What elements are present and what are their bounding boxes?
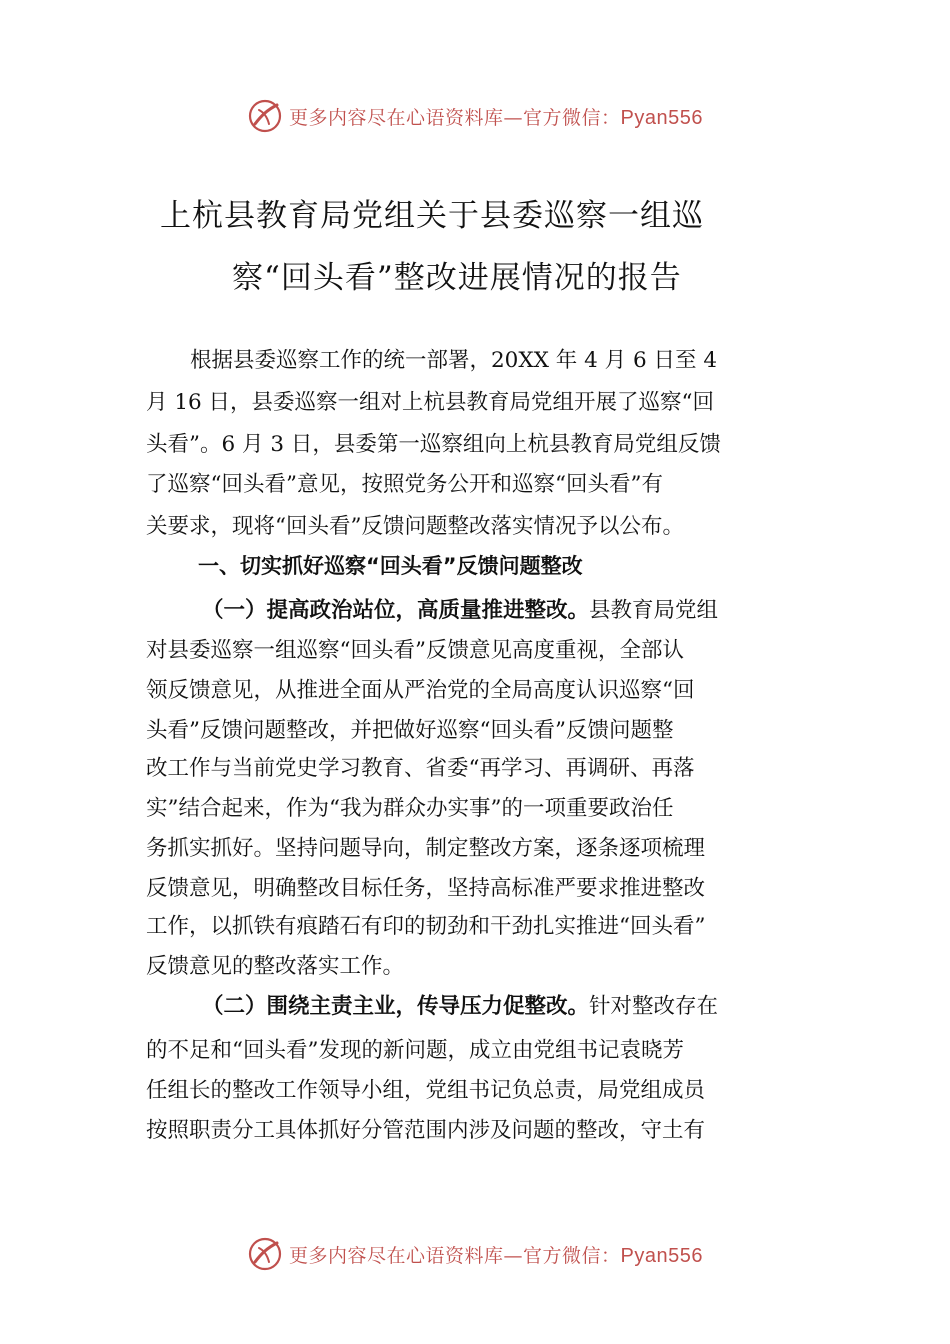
subsection-line (202, 591, 718, 631)
paragraph-line: 反馈意见，明确整改目标任务，坚持高标准严要求推进整改 (146, 876, 706, 901)
paragraph-line: 按照职责分工具体抓好分管范围内涉及问题的整改，守土有 (146, 1118, 706, 1143)
paragraph-line: 根据县委巡察工作的统一部署，20XX 年 4 月 6 日至 4 (190, 348, 718, 373)
watermark-text: 更多内容尽在心语资料库—官方微信：Pyan556 (289, 106, 703, 129)
section-heading: 一、切实抓好巡察“回头看”反馈问题整改 (198, 554, 583, 578)
paragraph-line: 头看”反馈问题整改，并把做好巡察“回头看”反馈问题整 (146, 718, 674, 743)
paragraph-line: 反馈意见的整改落实工作。 (146, 954, 405, 979)
document-title-line2: 察“回头看”整改进展情况的报告 (232, 260, 682, 296)
subsection-lead: （二）围绕主责主业，传导压力促整改。 (202, 994, 590, 1019)
footer-watermark (0, 1234, 950, 1274)
paragraph-line: 领反馈意见，从推进全面从严治党的全局高度认识巡察“回 (146, 678, 695, 703)
paragraph-line: 实”结合起来，作为“我为群众办实事”的一项重要政治任 (146, 796, 674, 821)
watermark-text: 更多内容尽在心语资料库—官方微信：Pyan556 (289, 1244, 703, 1267)
paragraph-line: 头看”。6 月 3 日，县委第一巡察组向上杭县教育局党组反馈 (146, 432, 721, 457)
subsection-lead: （一）提高政治站位，高质量推进整改。 (202, 598, 590, 623)
paragraph-line: 工作，以抓铁有痕踏石有印的韧劲和干劲扎实推进“回头看” (146, 914, 706, 939)
header-watermark (0, 96, 950, 136)
document-title-line1: 上杭县教育局党组关于县委巡察一组巡 (160, 198, 704, 234)
subsection-line (202, 987, 718, 1027)
paragraph-line: 关要求，现将“回头看”反馈问题整改落实情况予以公布。 (146, 514, 684, 539)
paragraph-line: 月 16 日，县委巡察一组对上杭县教育局党组开展了巡察“回 (146, 390, 715, 415)
brand-logo-icon (247, 98, 283, 134)
brand-logo-icon (247, 1236, 283, 1272)
paragraph-line: 的不足和“回头看”发现的新问题，成立由党组书记袁晓芳 (146, 1038, 684, 1063)
paragraph-line: 对县委巡察一组巡察“回头看”反馈意见高度重视，全部认 (146, 638, 684, 663)
paragraph-line: 任组长的整改工作领导小组，党组书记负总责，局党组成员 (146, 1078, 706, 1103)
paragraph-line: 务抓实抓好。坚持问题导向，制定整改方案，逐条逐项梳理 (146, 836, 706, 861)
subsection-text: 针对整改存在 (589, 994, 719, 1019)
paragraph-line: 改工作与当前党史学习教育、省委“再学习、再调研、再落 (146, 756, 695, 781)
paragraph-line: 了巡察“回头看”意见，按照党务公开和巡察“回头看”有 (146, 472, 663, 497)
subsection-text: 县教育局党组 (589, 598, 719, 623)
